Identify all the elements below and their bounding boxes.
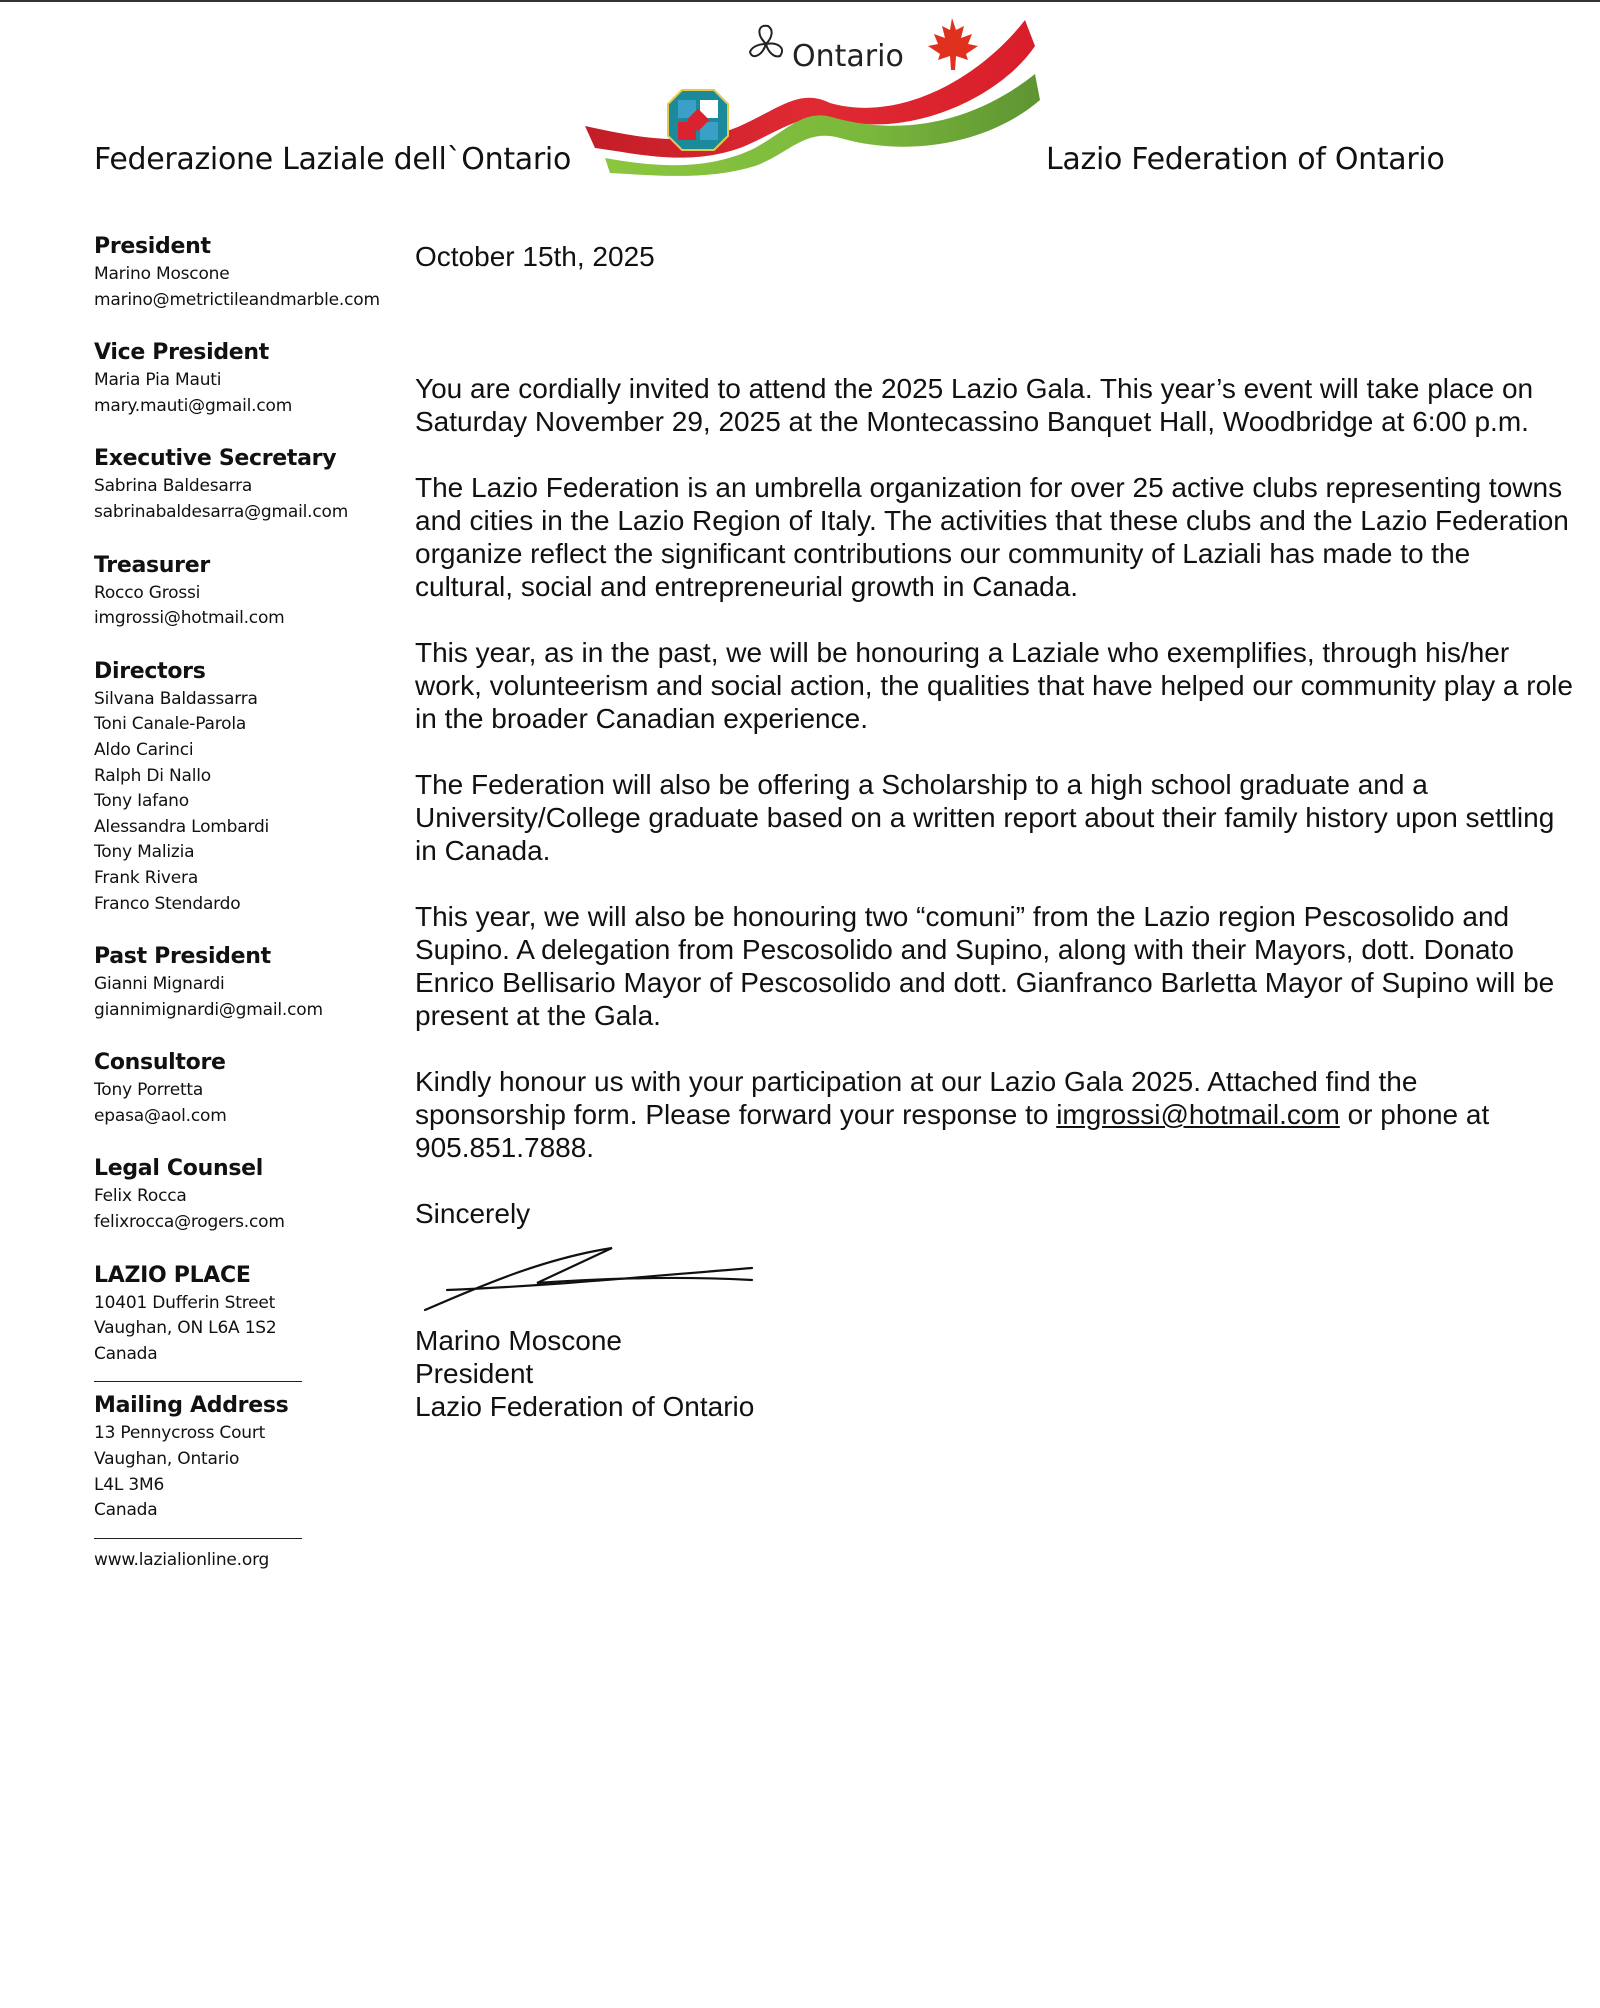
- sidebar-section-lazio-place: [94, 1261, 414, 1368]
- sidebar-section-treasurer: [94, 551, 414, 632]
- response-text-before: Kindly honour us with your participation at our Lazio Gala 2025. Attached find the sponsorship form. Please forward your response to: [415, 1066, 1418, 1130]
- sidebar-heading: Treasurer: [94, 552, 210, 578]
- address-line: Canada: [94, 1343, 158, 1364]
- letter-body: [415, 240, 1575, 1423]
- officer-name: Maria Pia Mauti: [94, 370, 222, 391]
- officer-email: giannimignardi@gmail.com: [94, 999, 323, 1020]
- officer-name: Sabrina Baldesarra: [94, 476, 253, 497]
- sidebar-heading: LAZIO PLACE: [94, 1262, 251, 1288]
- sidebar-heading: Consultore: [94, 1050, 226, 1076]
- address-line: Vaughan, Ontario: [94, 1449, 240, 1470]
- sidebar-heading: Legal Counsel: [94, 1156, 263, 1182]
- sidebar-section-president: [94, 232, 414, 313]
- officer-email: imgrossi@hotmail.com: [94, 608, 285, 629]
- logo-ontario-text: Ontario: [792, 39, 904, 74]
- director-name: Frank Rivera: [94, 867, 199, 888]
- officer-name: Gianni Mignardi: [94, 974, 225, 995]
- address-line: L4L 3M6: [94, 1474, 165, 1495]
- paragraph-comuni: This year, we will also be honouring two “comuni” from the Lazio region Pescosolido and Supino. A delegation from Pescosolido and Supino, along with their Mayors, dott. Donato Enrico Bellisario Mayor of Pescosolido and dott. Gianfranco Barletta Mayor of Supino will be present at the Gala.: [415, 901, 1555, 1031]
- sidebar-divider: [94, 1538, 302, 1539]
- paragraph-honouree: This year, as in the past, we will be honouring a Laziale who exemplifies, through his/her work, volunteerism and social action, the qualities that have helped our community play a role in the broader Canadian experience.: [415, 637, 1573, 734]
- officers-sidebar: [94, 232, 414, 1573]
- officer-name: Tony Porretta: [94, 1080, 204, 1101]
- trillium-icon: [750, 26, 782, 57]
- officer-email: mary.mauti@gmail.com: [94, 395, 293, 416]
- director-name: Silvana Baldassarra: [94, 688, 258, 709]
- address-line: 10401 Dufferin Street: [94, 1292, 276, 1313]
- sidebar-section-consultore: [94, 1048, 414, 1129]
- officer-email: felixrocca@rogers.com: [94, 1212, 285, 1233]
- letter-date: October 15th, 2025: [415, 241, 655, 272]
- header-title-english: Lazio Federation of Ontario: [1046, 142, 1445, 177]
- officer-email: epasa@aol.com: [94, 1105, 227, 1126]
- sidebar-heading: Executive Secretary: [94, 446, 337, 472]
- officer-email: sabrinabaldesarra@gmail.com: [94, 501, 349, 522]
- paragraph-invitation: You are cordially invited to attend the 2025 Lazio Gala. This year’s event will take place on Saturday November 29, 2025 at the Montecassino Banquet Hall, Woodbridge at 6:00 p.m.: [415, 373, 1534, 437]
- lazio-crest-icon: [668, 90, 728, 150]
- sidebar-section-vice-president: [94, 338, 414, 419]
- sidebar-heading: President: [94, 234, 211, 259]
- sidebar-heading: Directors: [94, 658, 206, 684]
- sidebar-section-executive-secretary: [94, 444, 414, 525]
- sidebar-section-mailing-address: [94, 1391, 414, 1523]
- address-line: Canada: [94, 1500, 158, 1521]
- director-name: Toni Canale-Parola: [94, 714, 247, 735]
- website-link[interactable]: www.lazialionline.org: [94, 1549, 270, 1570]
- director-name: Tony Malizia: [94, 842, 195, 863]
- sidebar-section-directors: [94, 657, 414, 917]
- director-name: Ralph Di Nallo: [94, 765, 211, 786]
- signatory-name: Marino Moscone: [415, 1325, 622, 1356]
- sidebar-heading: Past President: [94, 944, 271, 970]
- paragraph-scholarship: The Federation will also be offering a Scholarship to a high school graduate and a University/College graduate based on a written report about their family history upon settling in Canada.: [415, 769, 1555, 866]
- header-title-italian: Federazione Laziale dell`Ontario: [94, 142, 571, 177]
- signatory-organization: Lazio Federation of Ontario: [415, 1391, 755, 1422]
- signatory-title: President: [415, 1358, 534, 1389]
- sidebar-heading: Vice President: [94, 340, 269, 366]
- director-name: Tony Iafano: [94, 791, 189, 812]
- officer-email: marino@metrictileandmarble.com: [94, 289, 380, 310]
- signature-image: [407, 1238, 767, 1318]
- director-name: Alessandra Lombardi: [94, 816, 270, 837]
- salutation: Sincerely: [415, 1198, 531, 1229]
- response-text-after: or phone at 905.851.7888.: [415, 1099, 1490, 1163]
- officer-name: Felix Rocca: [94, 1186, 187, 1207]
- top-border: [0, 0, 1600, 2]
- maple-leaf-icon: [928, 18, 978, 70]
- officer-name: Rocco Grossi: [94, 582, 201, 603]
- director-name: Franco Stendardo: [94, 893, 241, 914]
- officer-name: Marino Moscone: [94, 264, 230, 284]
- sidebar-heading: Mailing Address: [94, 1393, 289, 1419]
- address-line: 13 Pennycross Court: [94, 1423, 266, 1444]
- sidebar-section-past-president: [94, 942, 414, 1023]
- paragraph-response: [415, 1065, 1575, 1164]
- sidebar-section-legal-counsel: [94, 1154, 414, 1235]
- address-line: Vaughan, ON L6A 1S2: [94, 1318, 277, 1339]
- paragraph-about-federation: The Lazio Federation is an umbrella organization for over 25 active clubs representing towns and cities in the Lazio Region of Italy. The activities that these clubs and the Lazio Federation organize reflect the significant contributions our community of Laziali has made to the cultural, social and entrepreneurial growth in Canada.: [415, 472, 1569, 602]
- sidebar-divider: [94, 1381, 302, 1382]
- federation-logo: [580, 8, 1045, 178]
- director-name: Aldo Carinci: [94, 739, 194, 760]
- response-email-link[interactable]: imgrossi@hotmail.com: [1056, 1099, 1340, 1130]
